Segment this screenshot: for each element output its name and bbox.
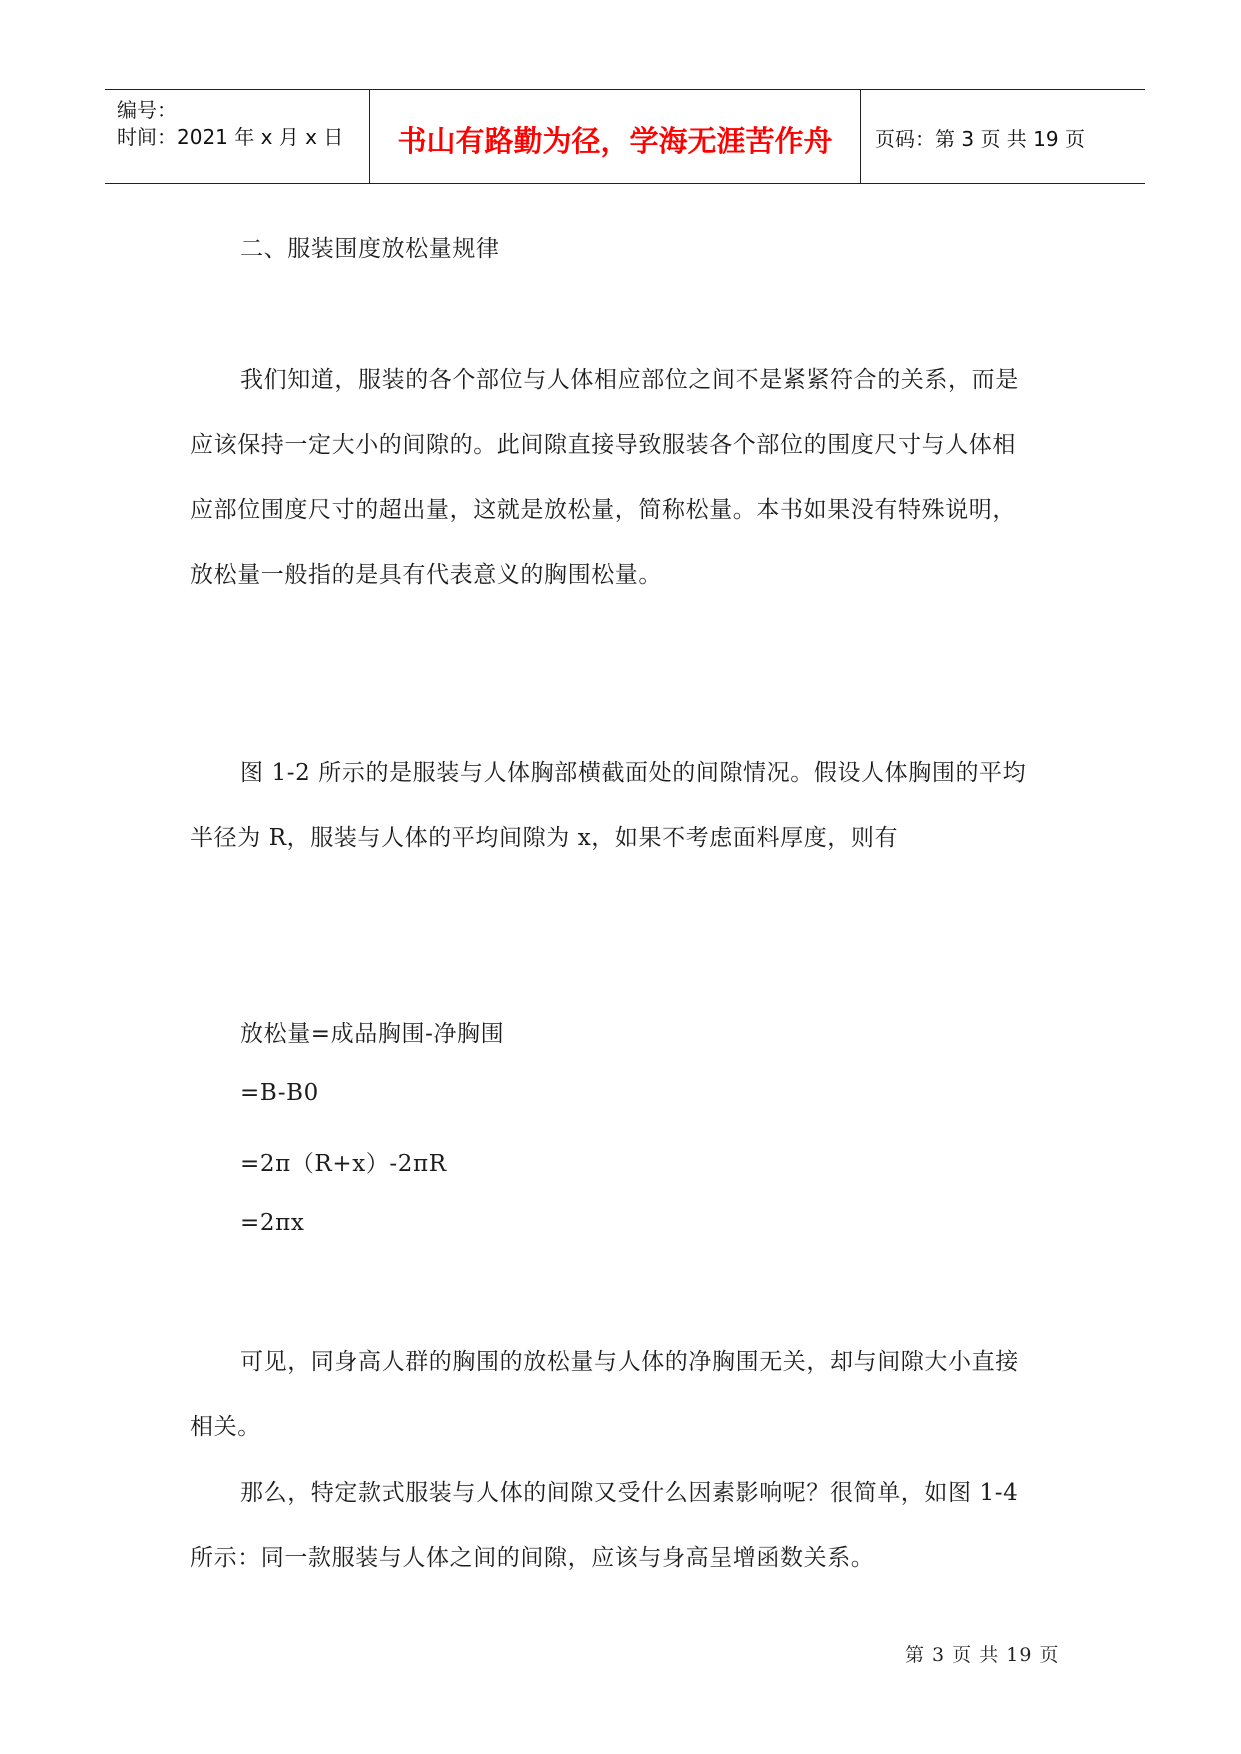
paragraph-line: 应该保持一定大小的间隙的。此间隙直接导致服装各个部位的围度尺寸与人体相: [190, 432, 1016, 458]
page-header: [105, 89, 1145, 184]
paragraph-line: 我们知道，服装的各个部位与人体相应部位之间不是紧紧符合的关系，而是: [240, 367, 1019, 393]
paragraph-line: 可见，同身高人群的胸围的放松量与人体的净胸围无关，却与间隙大小直接: [240, 1349, 1019, 1375]
header-page-info: 页码：第 3 页 共 19 页: [875, 127, 1085, 151]
paragraph-line: 半径为 R，服装与人体的平均间隙为 x，如果不考虑面料厚度，则有: [190, 825, 899, 851]
formula-line: =B-B0: [240, 1080, 319, 1106]
formula-line: 放松量=成品胸围-净胸围: [240, 1021, 505, 1047]
paragraph-line: 相关。: [190, 1414, 261, 1440]
header-motto-cell: [369, 90, 861, 183]
header-page-cell: [861, 90, 1145, 183]
section-title: 二、服装围度放松量规律: [240, 236, 500, 262]
paragraph-line: 图 1-2 所示的是服装与人体胸部横截面处的间隙情况。假设人体胸围的平均: [240, 760, 1027, 786]
paragraph-line: 放松量一般指的是具有代表意义的胸围松量。: [190, 562, 662, 588]
date-label: 时间：2021 年 x 月 x 日: [117, 125, 344, 149]
paragraph-line: 那么，特定款式服装与人体的间隙又受什么因素影响呢？很简单，如图 1-4: [240, 1480, 1019, 1506]
formula-line: =2πx: [240, 1210, 305, 1236]
motto-text: 书山有路勤为径，学海无涯苦作舟: [397, 124, 833, 158]
serial-number-label: 编号：: [117, 98, 177, 122]
header-meta-cell: [105, 90, 369, 183]
formula-line: =2π（R+x）-2πR: [240, 1151, 447, 1177]
paragraph-line: 所示：同一款服装与人体之间的间隙，应该与身高呈增函数关系。: [190, 1545, 875, 1571]
paragraph-line: 应部位围度尺寸的超出量，这就是放松量，简称松量。本书如果没有特殊说明，: [190, 497, 1016, 523]
page-footer-number: 第 3 页 共 19 页: [905, 1644, 1060, 1666]
